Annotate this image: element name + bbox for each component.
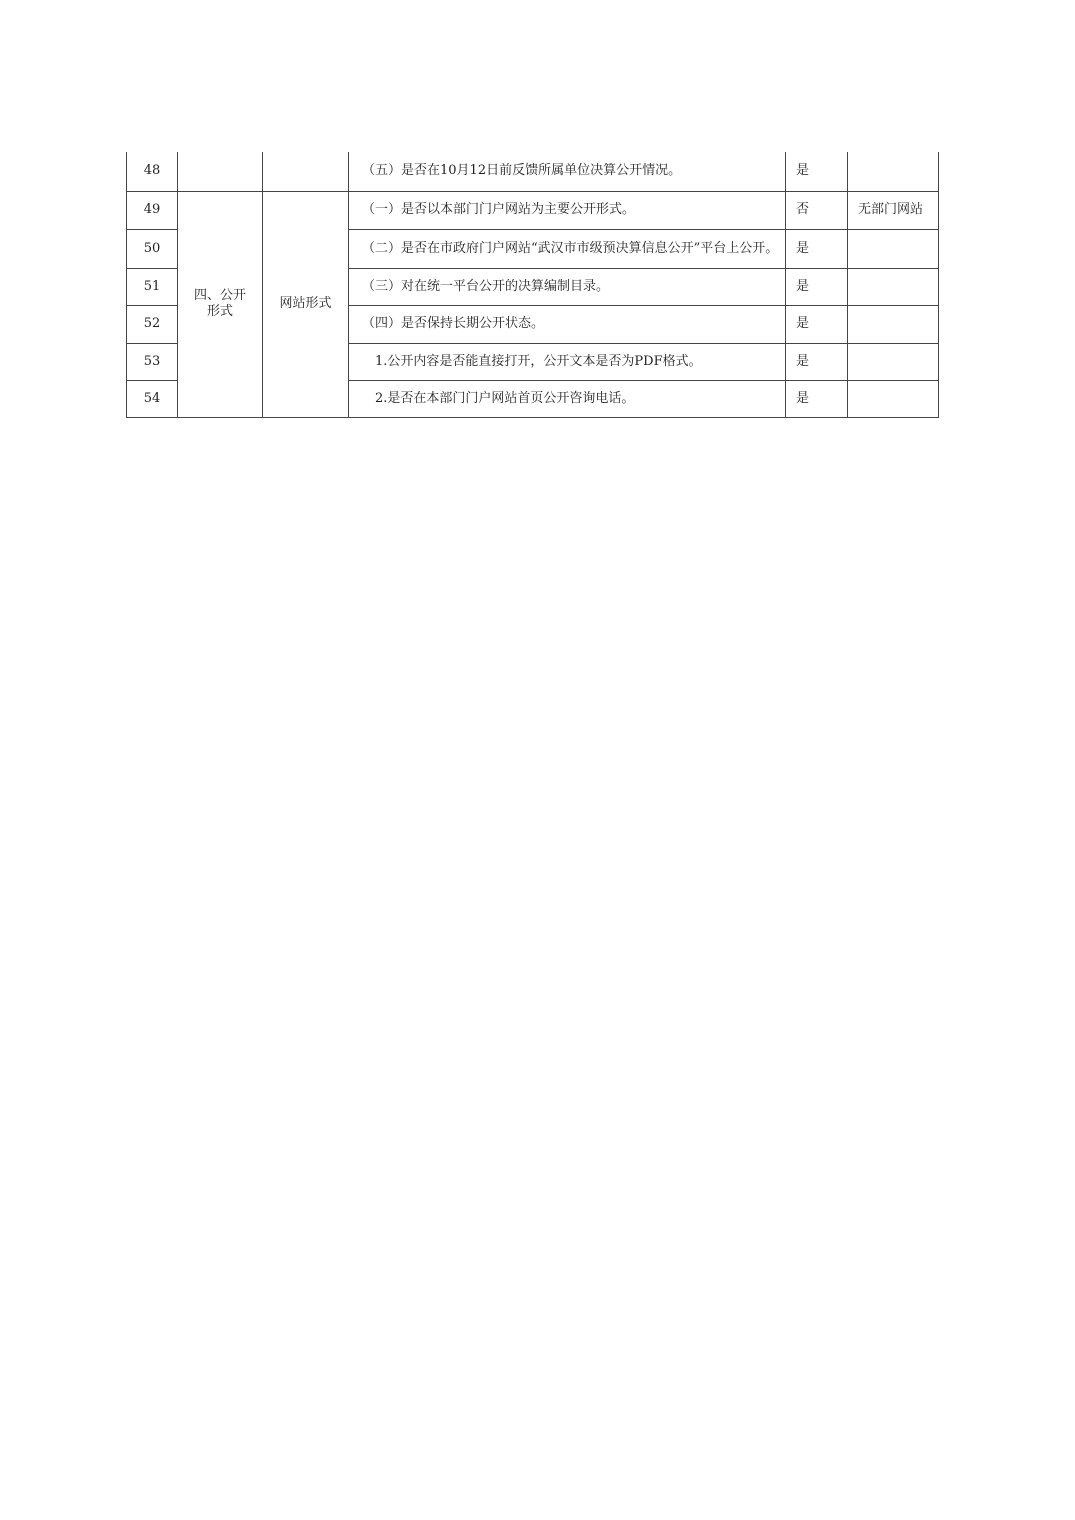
- row-number: 50: [127, 229, 178, 268]
- row-number: 48: [127, 152, 178, 191]
- check-item: （一）是否以本部门门户网站为主要公开形式。: [349, 191, 786, 229]
- table-row: [127, 191, 939, 229]
- subcategory-cell: 网站形式: [263, 191, 349, 417]
- note-cell: 无部门网站: [848, 191, 939, 229]
- category-cell: [178, 152, 263, 191]
- row-number: 52: [127, 305, 178, 343]
- result-cell: 是: [786, 152, 848, 191]
- category-cell: [178, 191, 263, 417]
- result-cell: 是: [786, 343, 848, 380]
- result-cell: 是: [786, 268, 848, 305]
- result-cell: 否: [786, 191, 848, 229]
- note-cell: [848, 229, 939, 268]
- check-item: （三）对在统一平台公开的决算编制目录。: [349, 268, 786, 305]
- check-item: （二）是否在市政府门户网站“武汉市市级预决算信息公开”平台上公开。: [349, 229, 786, 268]
- category-label: 四、公开 形式: [193, 288, 246, 319]
- inspection-table: [126, 152, 939, 418]
- check-item: 1.公开内容是否能直接打开，公开文本是否为PDF格式。: [349, 343, 786, 380]
- note-cell: [848, 305, 939, 343]
- note-cell: [848, 268, 939, 305]
- check-item: （四）是否保持长期公开状态。: [349, 305, 786, 343]
- result-cell: 是: [786, 305, 848, 343]
- note-cell: [848, 380, 939, 417]
- check-item: 2.是否在本部门门户网站首页公开咨询电话。: [349, 380, 786, 417]
- check-item: （五）是否在10月12日前反馈所属单位决算公开情况。: [349, 152, 786, 191]
- note-cell: [848, 343, 939, 380]
- result-cell: 是: [786, 380, 848, 417]
- result-cell: 是: [786, 229, 848, 268]
- row-number: 49: [127, 191, 178, 229]
- row-number: 54: [127, 380, 178, 417]
- note-cell: [848, 152, 939, 191]
- row-number: 51: [127, 268, 178, 305]
- row-number: 53: [127, 343, 178, 380]
- subcategory-cell: [263, 152, 349, 191]
- table-row: [127, 152, 939, 191]
